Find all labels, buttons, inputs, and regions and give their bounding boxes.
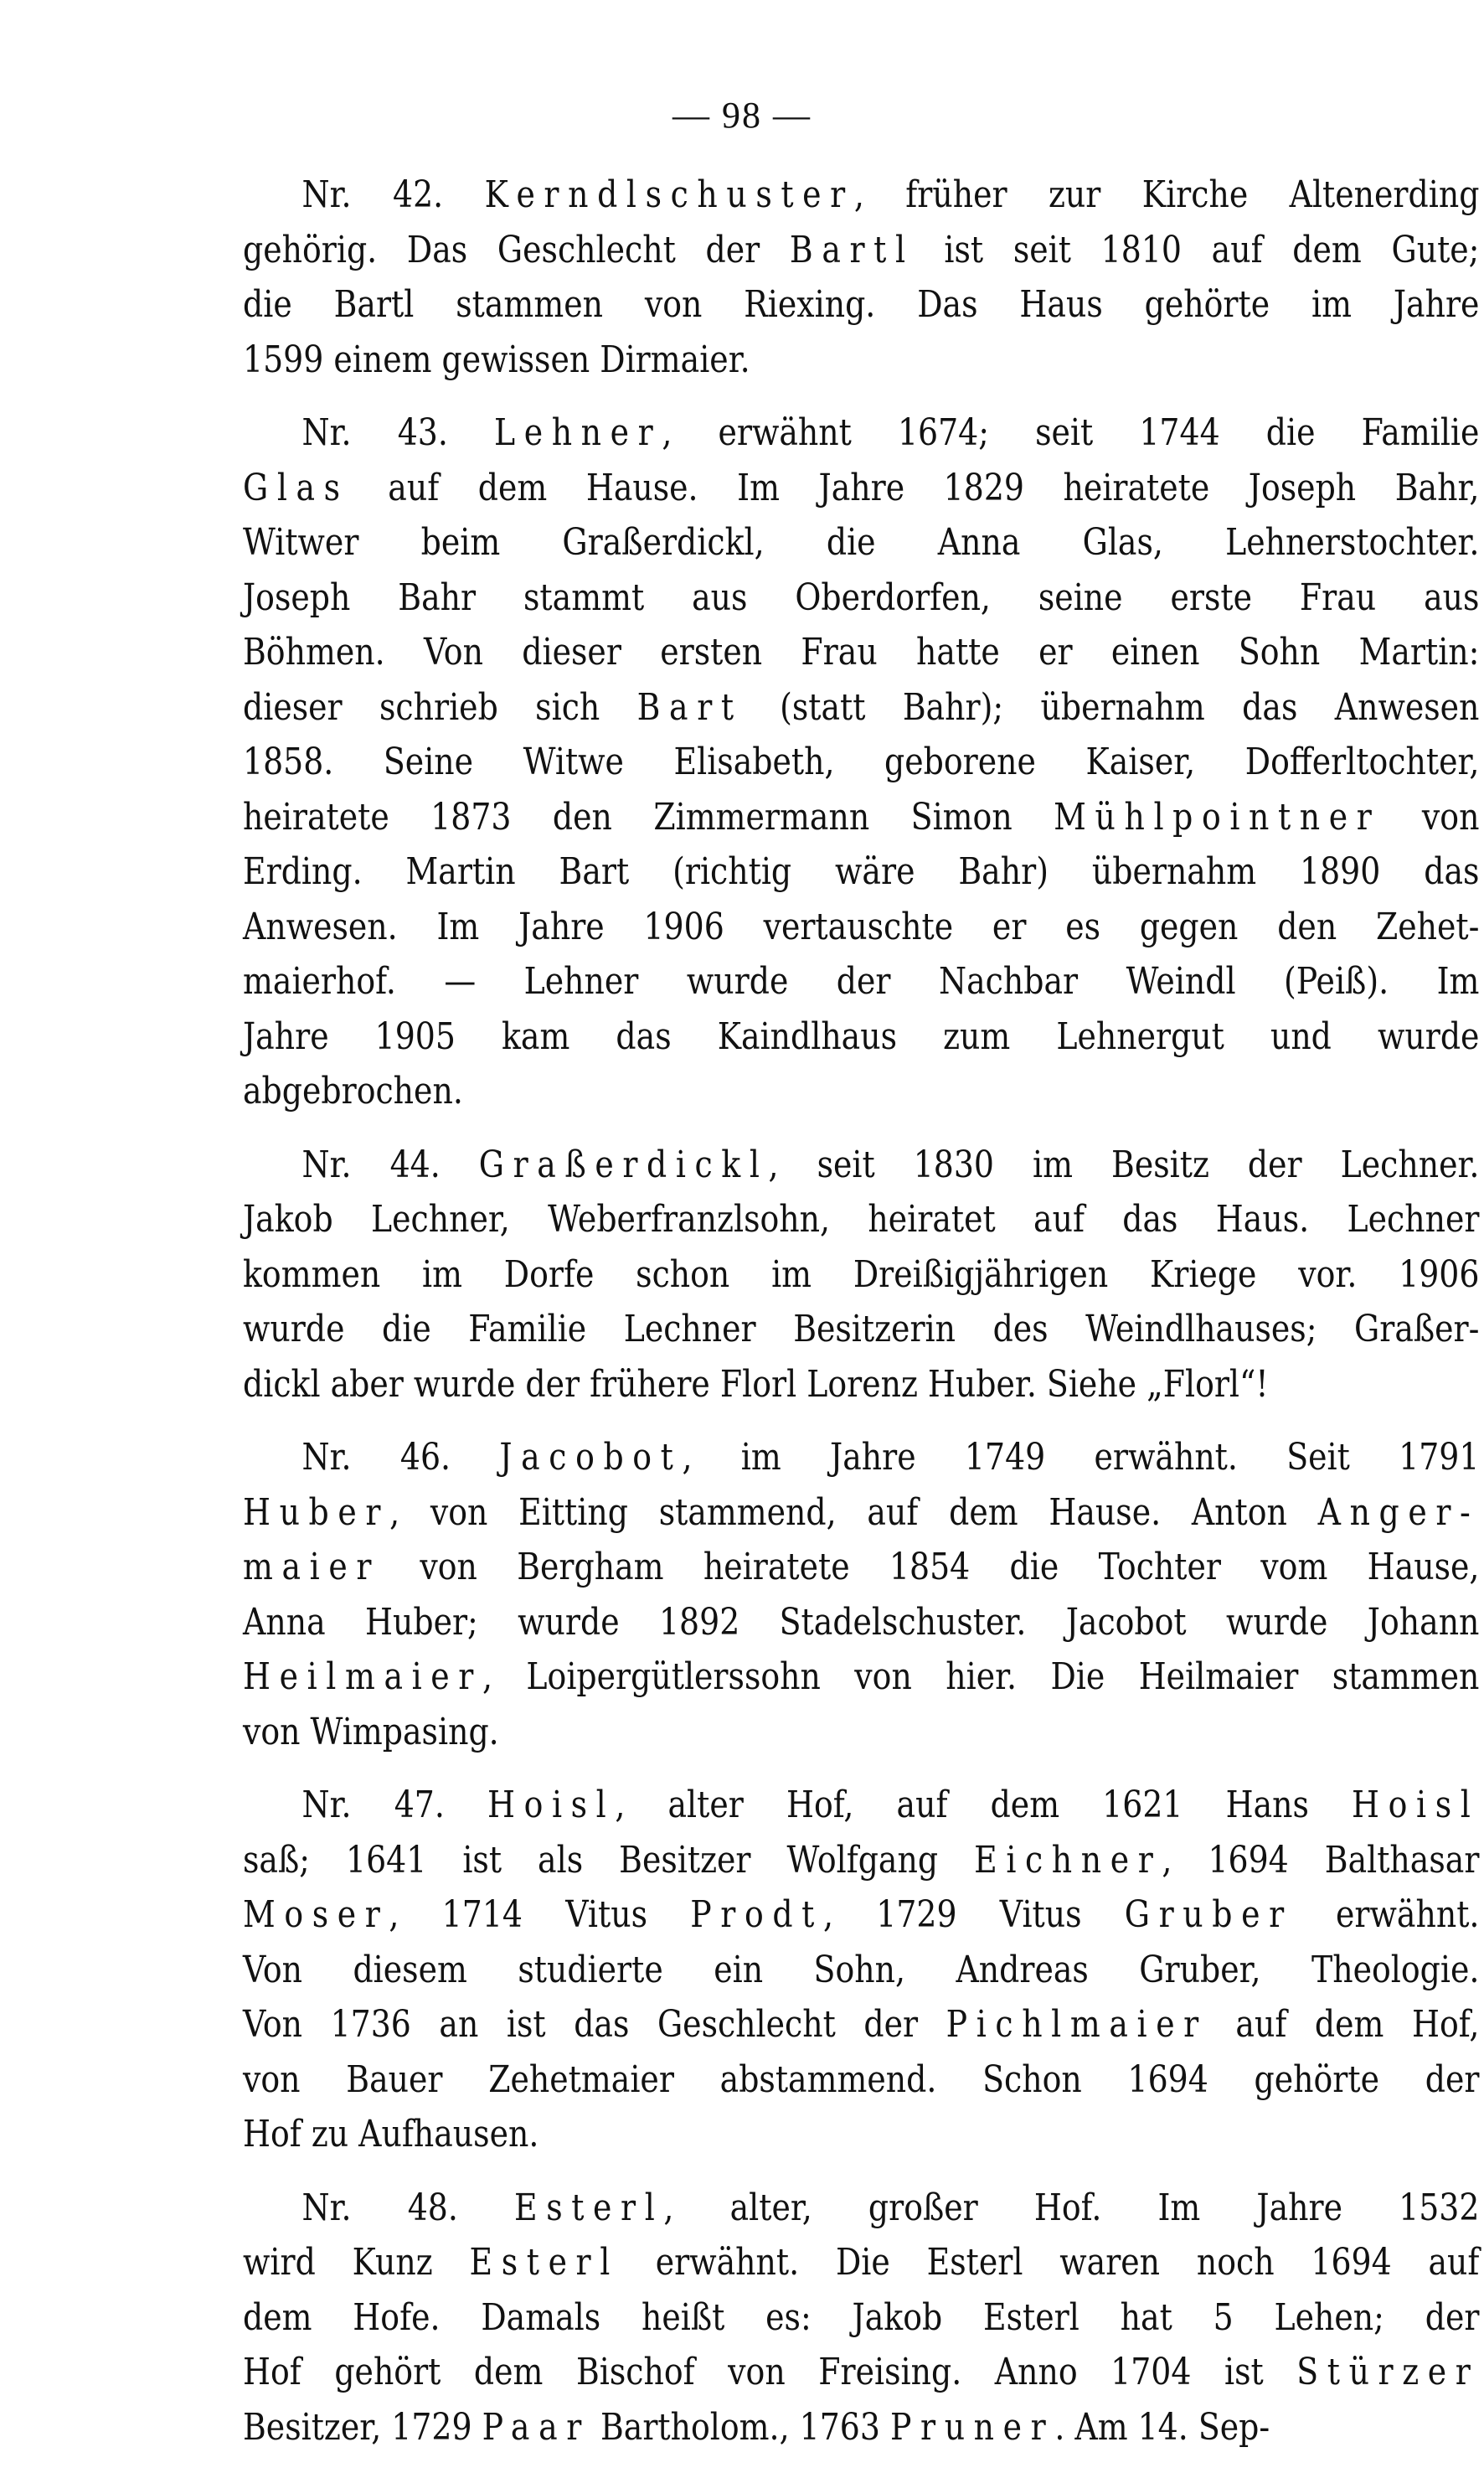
text-line: von Bauer Zehetmaier abstammend. Schon 1694 gehörte der <box>243 2057 1480 2101</box>
text-line: heiratete 1873 den Zimmermann Simon Mühlpointner von <box>243 795 1480 839</box>
text-line: Joseph Bahr stammt aus Oberdorfen, seine erste Frau aus <box>243 576 1480 619</box>
text-line: Nr. 42. Kerndlschuster, früher zur Kirche Altenerding <box>301 173 1480 216</box>
text-line: saß; 1641 ist als Besitzer Wolfgang Eichner, 1694 Balthasar <box>243 1838 1480 1882</box>
text-line: von Wimpasing. <box>243 1710 499 1753</box>
text-line: Anna Huber; wurde 1892 Stadelschuster. Jacobot wurde Johann <box>243 1600 1480 1644</box>
text-line: wird Kunz Esterl erwähnt. Die Esterl waren noch 1694 auf <box>243 2241 1480 2284</box>
spaced-name: Pruner <box>889 2405 1055 2449</box>
text-line: abgebrochen. <box>243 1070 463 1113</box>
text-line: maier von Bergham heiratete 1854 die Tochter vom Hause, <box>243 1546 1480 1588</box>
text-line: Jakob Lechner, Weberfranzlsohn, heiratet auf das Haus. Lechner <box>243 1198 1480 1241</box>
text-line: Witwer beim Graßerdickl, die Anna Glas, Lehnerstochter. <box>243 521 1480 564</box>
text-line: Besitzer, 1729 Paar Bartholom., 1763 Pruner. Am 14. Sep- <box>243 2405 1270 2449</box>
spaced-name: Bart <box>636 685 743 729</box>
spaced-name: Eichner <box>974 1838 1162 1882</box>
text-line: Böhmen. Von dieser ersten Frau hatte er einen Sohn Martin: <box>243 631 1480 674</box>
spaced-name: Moser <box>243 1893 389 1936</box>
text-line: kommen im Dorfe schon im Dreißigjährigen Kriege vor. 1906 <box>243 1252 1480 1296</box>
text-line: Glas auf dem Hause. Im Jahre 1829 heiratete Joseph Bahr, <box>243 466 1480 509</box>
text-line: dem Hofe. Damals heißt es: Jakob Esterl hat 5 Lehen; der <box>243 2295 1480 2339</box>
entry-nr-47 <box>243 1778 1479 2162</box>
text-line: Moser, 1714 Vitus Prodt, 1729 Vitus Gruber erwähnt. <box>243 1893 1480 1936</box>
entry-nr-48 <box>243 2181 1479 2455</box>
text-line: die Bartl stammen von Riexing. Das Haus gehörte im Jahre <box>243 283 1480 326</box>
text-line: dickl aber wurde der frühere Florl Lorenz Huber. Siehe „Florl“! <box>243 1362 1269 1406</box>
text-line: Nr. 48. Esterl, alter, großer Hof. Im Jahre 1532 <box>301 2186 1480 2229</box>
spaced-name: Paar <box>482 2405 590 2449</box>
spaced-name: Hoisl <box>487 1784 616 1826</box>
spaced-name: Lehner <box>493 411 662 454</box>
spaced-name: Huber <box>243 1490 390 1534</box>
text-line: dieser schrieb sich Bart (statt Bahr); übernahm das Anwesen <box>243 685 1480 729</box>
text-line: maierhof. — Lehner wurde der Nachbar Weindl (Peiß). Im <box>243 960 1480 1003</box>
entry-nr-46 <box>243 1430 1479 1759</box>
text-line: Jahre 1905 kam das Kaindlhaus zum Lehnergut und wurde <box>243 1014 1480 1058</box>
text-line: Hof zu Aufhausen. <box>243 2113 539 2155</box>
text-line: Nr. 44. Graßerdickl, seit 1830 im Besitz der Lechner. <box>301 1143 1480 1186</box>
spaced-name: Glas <box>243 466 349 509</box>
text-line: 1858. Seine Witwe Elisabeth, geborene Kaiser, Dofferltochter, <box>243 741 1480 783</box>
spaced-name: Heilmaier <box>243 1655 482 1698</box>
spaced-name: Pichlmaier <box>946 2003 1208 2046</box>
page-number: — 98 — <box>672 95 812 136</box>
text-line: Erding. Martin Bart (richtig wäre Bahr) übernahm 1890 das <box>243 850 1480 893</box>
text-line: 1599 einem gewissen Dirmaier. <box>243 338 750 381</box>
text-line: Von 1736 an ist das Geschlecht der Pichlmaier auf dem Hof, <box>243 2003 1480 2046</box>
text-line: gehörig. Das Geschlecht der Bartl ist seit 1810 auf dem Gute; <box>243 228 1480 271</box>
entry-nr-42 <box>243 168 1479 387</box>
entry-nr-43 <box>243 405 1479 1119</box>
spaced-name: maier <box>243 1546 381 1588</box>
spaced-name: Gruber <box>1124 1893 1293 1936</box>
text-line: Anwesen. Im Jahre 1906 vertauschte er es gegen den Zehet- <box>243 905 1480 948</box>
spaced-name: Stürzer <box>1296 2351 1480 2393</box>
text-line: Nr. 47. Hoisl, alter Hof, auf dem 1621 Hans Hoisl <box>301 1784 1480 1826</box>
spaced-name: Prodt <box>690 1893 823 1936</box>
spaced-name: Mühlpointner <box>1054 795 1381 839</box>
text-line: Hof gehört dem Bischof von Freising. Anno 1704 ist Stürzer <box>243 2351 1480 2393</box>
text-line: Huber, von Eitting stammend, auf dem Hause. Anton Anger- <box>243 1490 1480 1534</box>
spaced-name: Bartl <box>789 228 915 271</box>
text-line: Von diesem studierte ein Sohn, Andreas Gruber, Theologie. <box>243 1948 1480 1991</box>
text-line: wurde die Familie Lechner Besitzerin des Weindlhauses; Graßer- <box>243 1308 1480 1350</box>
spaced-name: Graßerdickl <box>478 1143 769 1186</box>
spaced-name: Esterl <box>469 2241 619 2284</box>
spaced-name: Esterl <box>514 2186 664 2229</box>
entry-nr-44 <box>243 1138 1479 1412</box>
spaced-name: Anger- <box>1317 1490 1480 1534</box>
text-line: Nr. 46. Jacobot, im Jahre 1749 erwähnt. Seit 1791 <box>301 1436 1480 1479</box>
spaced-name: Hoisl <box>1352 1784 1480 1826</box>
text-line: Nr. 43. Lehner, erwähnt 1674; seit 1744 die Familie <box>301 411 1480 454</box>
page-body <box>243 168 1480 2473</box>
text-line: Heilmaier, Loipergütlerssohn von hier. Die Heilmaier stammen <box>243 1655 1480 1698</box>
spaced-name: Jacobot <box>499 1436 683 1479</box>
spaced-name: Kerndlschuster <box>484 173 854 216</box>
